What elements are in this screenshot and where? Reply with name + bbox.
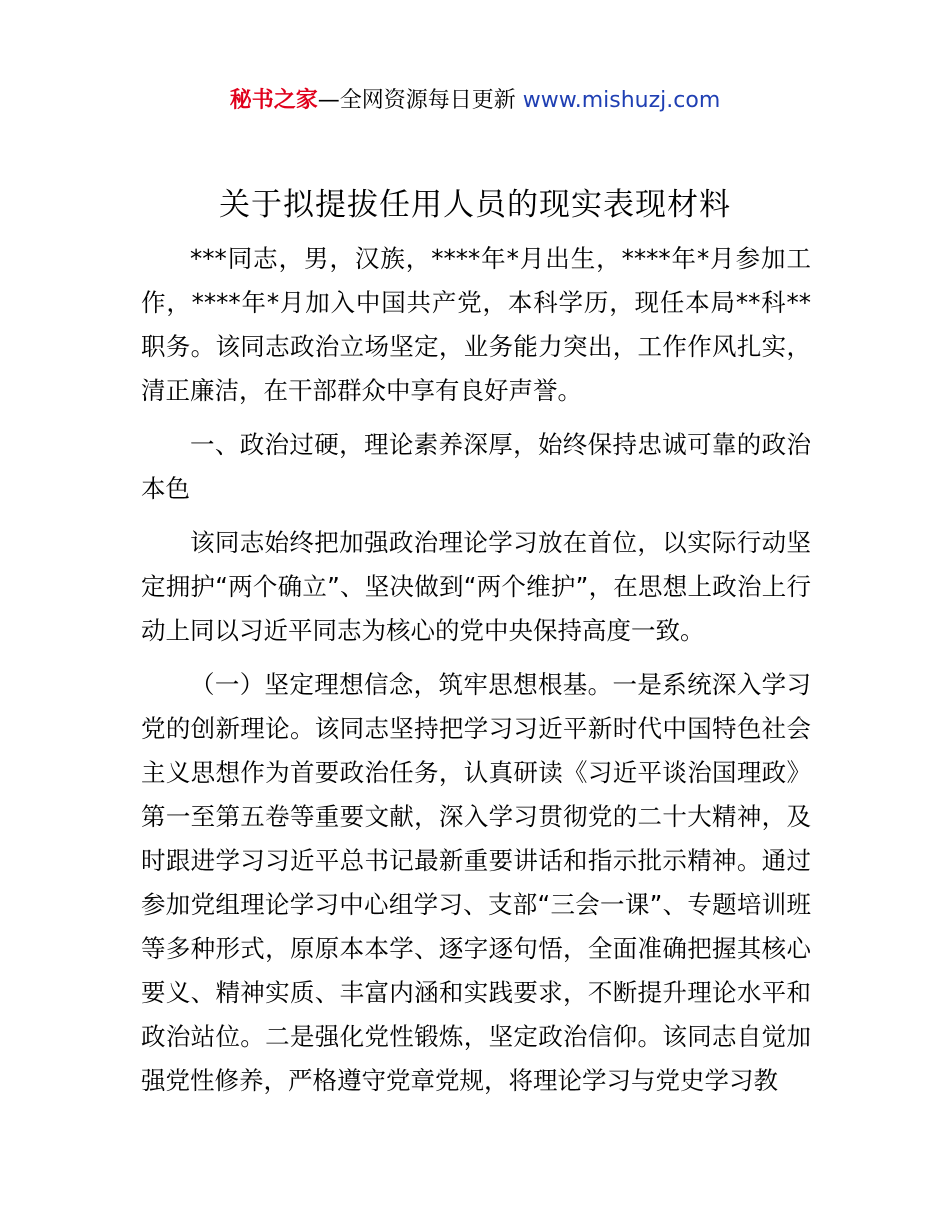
section-heading-one: 一、政治过硬，理论素养深厚，始终保持忠诚可靠的政治本色: [141, 430, 811, 503]
site-tagline: —全网资源每日更新: [317, 88, 516, 113]
intro-paragraph: ***同志，男，汉族，****年*月出生，****年*月参加工作，****年*月加入中国共产党，本科学历，现任本局**科**职务。该同志政治立场坚定，业务能力突出，工作作风扎实，清正廉洁，在干部群众中享有良好声誉。: [141, 244, 811, 405]
section-one-paragraph: 该同志始终把加强政治理论学习放在首位，以实际行动坚定拥护“两个确立”、坚决做到“两个维护”，在思想上政治上行动上同以习近平同志为核心的党中央保持高度一致。: [141, 528, 811, 645]
site-brand: 秘书之家: [229, 88, 318, 113]
site-url-link[interactable]: www.mishuzj.com: [522, 88, 721, 113]
document-title: 关于拟提拔任用人员的现实表现材料: [219, 187, 731, 223]
subsection-one-paragraph: （一）坚定理想信念，筑牢思想根基。一是系统深入学习党的创新理论。该同志坚持把学习习近平新时代中国特色社会主义思想作为首要政治任务，认真研读《习近平谈治国理政》第一至第五卷等重要文献，深入学习贯彻党的二十大精神，及时跟进学习习近平总书记最新重要讲话和指示批示精神。通过参加党组理论学习中心组学习、支部“三会一课”、专题培训班等多种形式，原原本本学、逐字逐句悟，全面准确把握其核心要义、精神实质、丰富内涵和实践要求，不断提升理论水平和政治站位。二是强化党性锻炼，坚定政治信仰。该同志自觉加强党性修养，严格遵守党章党规，将理论学习与党史学习教: [141, 670, 811, 1095]
document-body: [141, 237, 811, 1103]
site-header: [0, 84, 950, 118]
